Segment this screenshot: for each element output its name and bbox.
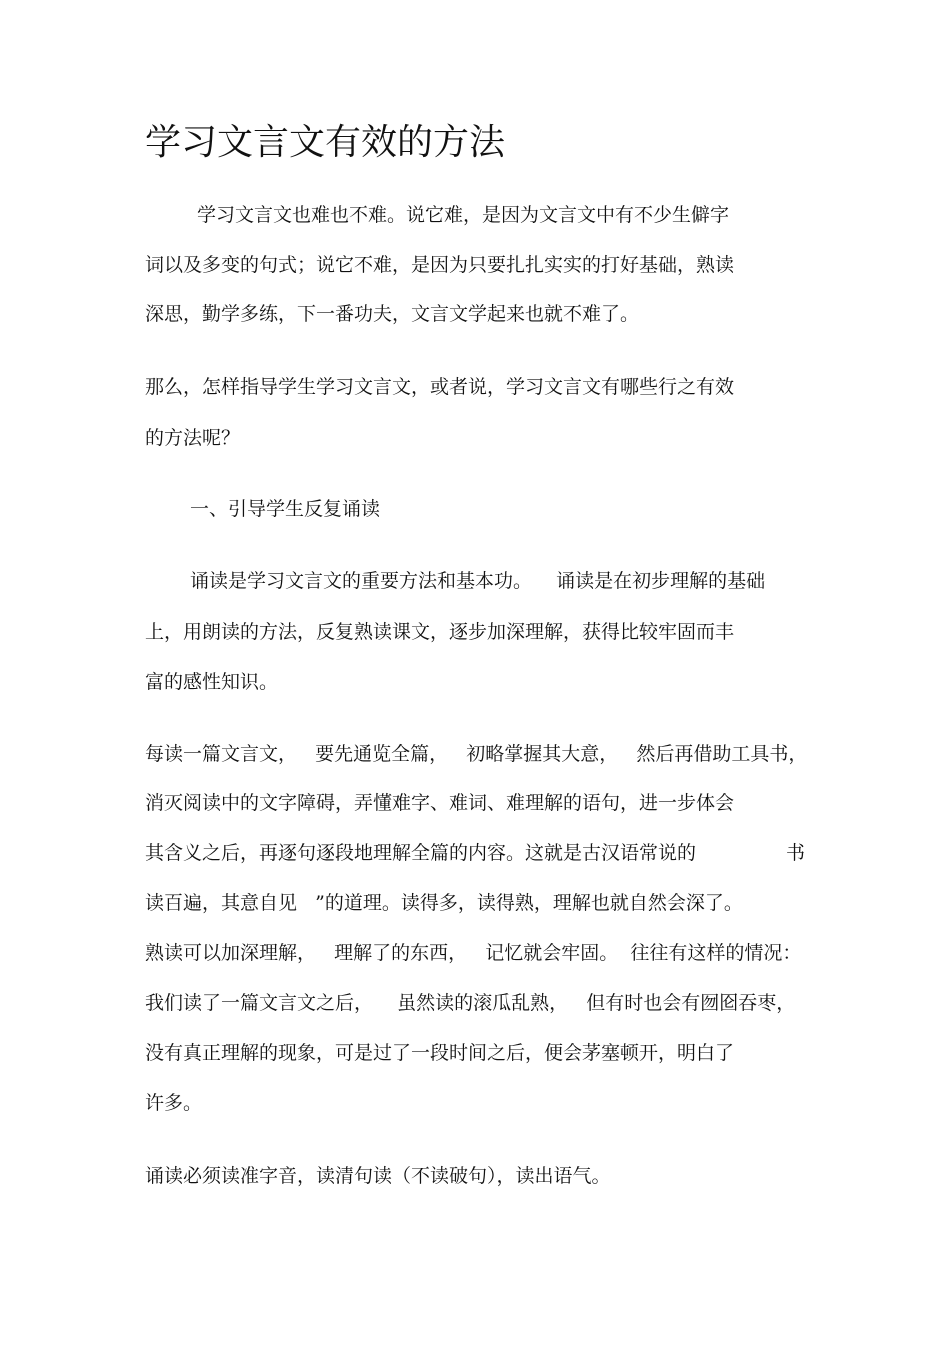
document-title: 学习文言文有效的方法	[145, 122, 506, 163]
paragraph-line: 许多。	[145, 1092, 203, 1114]
paragraph-line: 每读一篇文言文， 要先通览全篇， 初略掌握其大意， 然后再借助工具书，	[145, 743, 808, 765]
paragraph-line-fragment: 书	[786, 842, 806, 864]
section-heading: 一、引导学生反复诵读	[190, 498, 381, 520]
paragraph-line: 深思，勤学多练，下一番功夫，文言文学起来也就不难了。	[145, 303, 640, 325]
paragraph-line: 没有真正理解的现象，可是过了一段时间之后，便会茅塞顿开，明白了	[145, 1042, 735, 1064]
paragraph-line: 富的感性知识。	[145, 671, 279, 693]
paragraph-line: 熟读可以加深理解， 理解了的东西， 记忆就会牢固。 往往有这样的情况：	[145, 942, 802, 964]
paragraph-line: 诵读是学习文言文的重要方法和基本功。 诵读是在初步理解的基础	[190, 570, 766, 592]
paragraph-line: 上，用朗读的方法，反复熟读课文，逐步加深理解，获得比较牢固而丰	[145, 621, 735, 643]
paragraph-line: 词以及多变的句式；说它不难，是因为只要扎扎实实的打好基础，熟读	[145, 254, 735, 276]
paragraph-line: 学习文言文也难也不难。说它难，是因为文言文中有不少生僻字	[197, 204, 730, 226]
paragraph-line: 那么，怎样指导学生学习文言文，或者说，学习文言文有哪些行之有效	[145, 376, 735, 398]
paragraph-line: 其含义之后，再逐句逐段地理解全篇的内容。这就是古汉语常说的	[145, 842, 697, 864]
paragraph-line: 我们读了一篇文言文之后， 虽然读的滚瓜乱熟， 但有时也会有囫囵吞枣，	[145, 992, 796, 1014]
paragraph-line: 诵读必须读准字音，读清句读（不读破句），读出语气。	[145, 1165, 611, 1187]
paragraph-line: 读百遍，其意自见 ”的道理。读得多，读得熟，理解也就自然会深了。	[145, 892, 743, 914]
paragraph-line: 消灭阅读中的文字障碍，弄懂难字、难词、难理解的语句，进一步体会	[145, 792, 735, 814]
paragraph-line: 的方法呢？	[145, 427, 241, 449]
